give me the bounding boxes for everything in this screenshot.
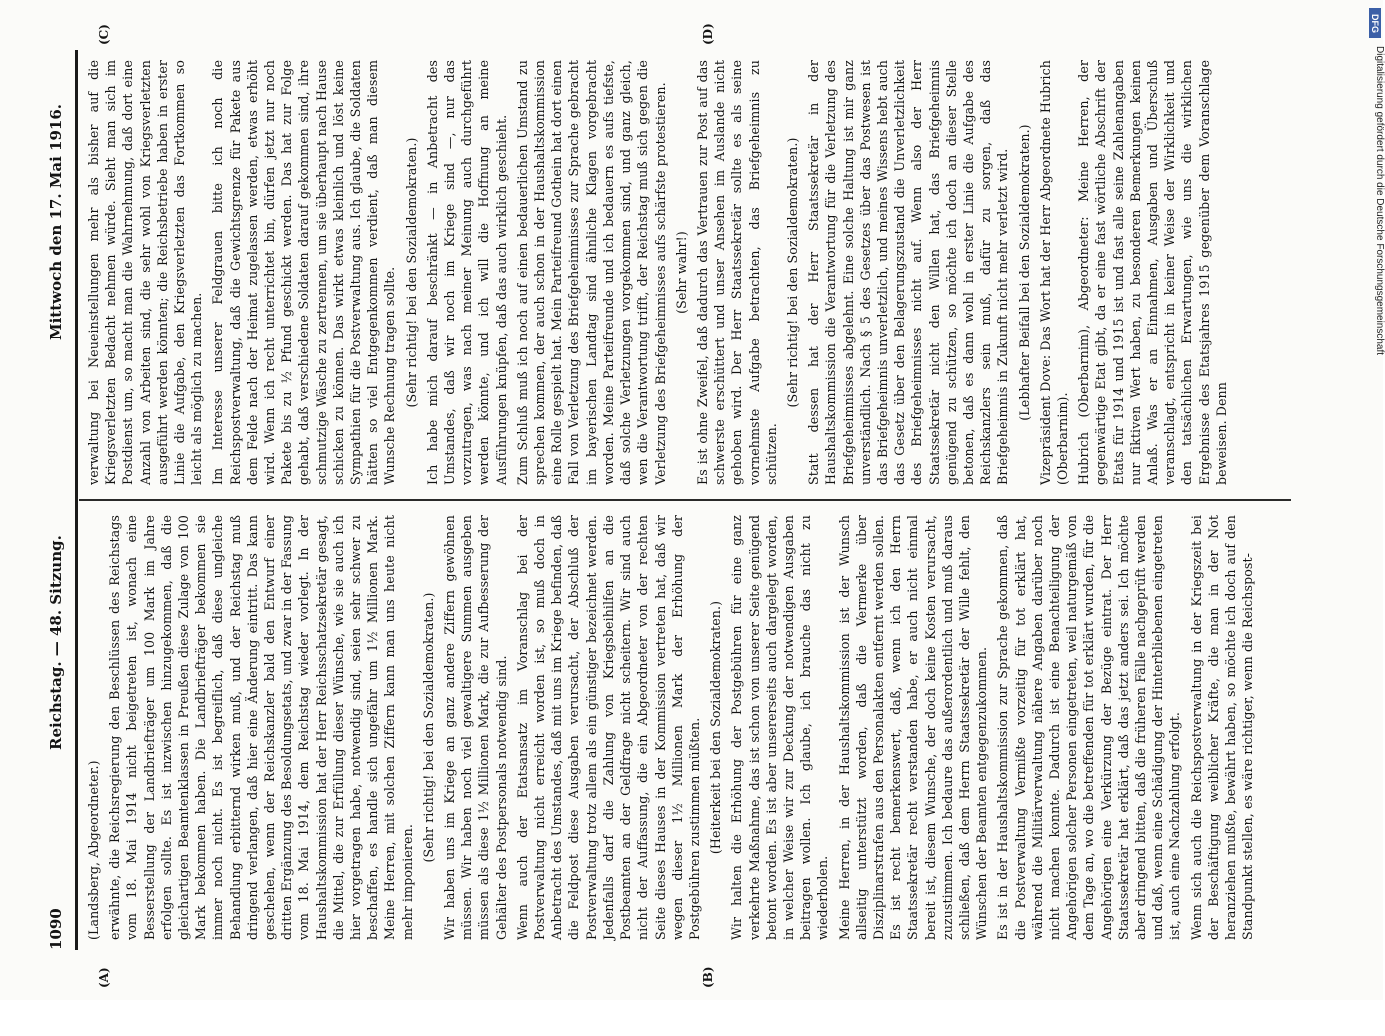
digitization-footnote <box>1373 6 1385 996</box>
paragraph: Wenn auch der Etatsansatz im Voranschlag bei der Postverwaltung nicht erreicht worden ist, so muß doch in Anbetracht des Umstandes, daß mit uns im Kriege befinden, daß die Feldpost diese Ausgaben verursacht, der Abschluß der Postverwaltung trotz allem als ein günstiger bezeichnet werden. Jedenfalls darf die Zahlung von Kriegsbeihilfen an die Postbeamten an der Geldfrage nicht scheitern. Wir sind auch nicht der Auffassung, die ein Abgeordneter von der rechten Seite dieses Hauses in der Kommission vertreten hat, daß wir wegen dieser 1½ Millionen Mark der Erhöhung der Postgebühren zustimmen müßten. <box>514 515 702 940</box>
left-column <box>85 515 1295 940</box>
session-title: Reichstag. — 48. Sitzung. <box>47 535 65 750</box>
footnote-text: Digitalisierung gefördert durch die Deutsche Forschungsgemeinschaft <box>1374 46 1385 356</box>
paragraph: Wir halten die Erhöhung der Postgebühren für eine ganz verkehrte Maßnahme, das ist schon von unserer Seite genügend betont worden. Es ist aber unsererseits auch dargelegt worden, in welcher Weise wir zur Deckung der notwendigen Ausgaben beitragen wollen. Ich glaube, ich brauche das nicht zu wiederholen. <box>729 515 831 940</box>
paragraph: Ich habe mich darauf beschränkt — in Anbetracht des Umstandes, daß wir noch im Kriege sind —, nur das vorzutragen, was nach meiner Meinung auch durchgeführt werden könnte, und ich will die Hoffnung an meine Ausführungen knüpfen, daß das auch wirklich geschieht. <box>424 60 509 485</box>
paragraph: (Lebhafter Beifall bei den Sozialdemokraten.) <box>1016 124 1032 421</box>
margin-marker-c: (C) <box>97 24 111 45</box>
paragraph: (Sehr richtig! bei den Sozialdemokraten.) <box>784 137 800 408</box>
paragraph: Wenn sich auch die Reichspostverwaltung in der Kriegszeit bei der Beschäftigung weiblicher Kräfte, die man in der Not heranziehen mußte, bewährt haben, so möchte ich doch auf den Standpunkt stellen, es wäre richtiger, wenn die Reichspost- <box>1188 515 1256 940</box>
paragraph: (Landsberg, Abgeordneter.) <box>86 760 101 940</box>
paragraph: Vizepräsident Dove: Das Wort hat der Herr Abgeordnete Hubrich (Oberbarnim). <box>1037 60 1070 485</box>
paragraph: Im Interesse unserer Feldgrauen bitte ich noch die Reichspostverwaltung, daß die Gewichtsgrenze für Pakete aus dem Felde nach der Heimat zugelassen werden, etwas erhöht wird. Wenn ich recht unterrichtet bin, dürfen jetzt nur noch Pakete bis zu ½ Pfund geschickt werden. Das hat zur Folge gehabt, daß verschiedene Soldaten darauf gekommen sind, ihre schmutzige Wäsche zu zertrennen, um sie überhaupt nach Hause schicken zu können. Das wirkt etwas kleinlich und löst keine Sympathien für die Postverwaltung aus. Ich glaube, die Soldaten hätten so viel Entgegenkommen verdient, daß man diesem Wunsche Rechnung tragen sollte. <box>210 60 398 485</box>
paragraph: verwaltung bei Neueinstellungen mehr als bisher auf die Kriegsverletzten Bedacht nehmen würde. Sieht man sich im Postdienst um, so macht man die Wahrnehmung, daß dort eine Anzahl von Arbeiten sind, die sehr wohl von Kriegsverletzten ausgeführt werden könnten; die Reichsbetriebe haben in erster Linie die Aufgabe, den Kriegsverletzten das Fortkommen so leicht als möglich zu machen. <box>86 60 205 485</box>
paragraph: Statt dessen hat der Herr Staatssekretär in der Haushaltskommission die Verantwortung für die Verletzung des Briefgeheimnisses abgelehnt. Eine solche Haltung ist mir ganz unverständlich. Nach § 5 des Gesetzes über das Postwesen ist das Briefgeheimnis unverletzlich, und meines Wissens hebt auch das Gesetz über den Belagerungszustand die Unverletzlichkeit des Briefgeheimnisses nicht auf. Wenn also der Herr Staatssekretär nicht den Willen hat, das Briefgeheimnis genügend zu schützen, so möchte ich doch an dieser Stelle betonen, daß es dann wohl in erster Linie die Aufgabe des Reichskanzlers sein muß, dafür zu sorgen, daß das Briefgeheimnis in Zukunft nicht mehr verletzt wird. <box>806 60 1011 485</box>
page-header <box>45 50 69 950</box>
dfg-logo: DFG <box>1369 8 1381 38</box>
paragraph: (Sehr richtig! bei den Sozialdemokraten.) <box>403 137 419 408</box>
paragraph: (Sehr richtig! bei den Sozialdemokraten.) <box>420 592 436 863</box>
paragraph: Meine Herren, in der Haushaltskommission ist der Wunsch allseitig unterstützt worden, daß die Vermerke über Disziplinarstrafen aus den Personalakten entfernt werden sollen. Es ist recht bemerkenswert, daß, wenn ich den Herrn Staatssekretär recht verstanden habe, er auch nicht einmal bereit ist, diesem Wunsche, der doch keine Kosten verursacht, zuzustimmen. Ich bedaure das außerordentlich und muß daraus schließen, daß dem Herrn Staatssekretär der Wille fehlt, den Wünschen der Beamten entgegenzukommen. <box>836 515 990 940</box>
margin-marker-d: (D) <box>701 23 715 45</box>
right-column <box>85 60 1295 485</box>
header-rule <box>75 50 78 950</box>
paragraph: Es ist in der Haushaltskommission zur Sprache gekommen, daß die Postverwaltung Vermißte vorzeitig für tot erklärt hat, während die Militärverwaltung nähere Angaben darüber noch nicht machen konnte. Dadurch ist eine Benachteiligung der Angehörigen solcher Personen eingetreten, weil naturgemäß von dem Tage an, wo die betreffenden für tot erklärt wurden, für die Angehörigen eine Verkürzung der Bezüge eintrat. Der Herr Staatssekretär hat erklärt, daß das jetzt anders sei. Ich möchte aber dringend bitten, daß die früheren Fälle nachgeprüft werden und daß, wenn eine Schädigung der Hinterbliebenen eingetreten ist, auch eine Nachzahlung erfolgt. <box>995 515 1183 940</box>
rotated-page-content <box>45 23 1305 988</box>
paragraph: Hubrich (Oberbarnim), Abgeordneter: Meine Herren, der gegenwärtige Etat gibt, da er eine fast wörtliche Abschrift der Etats für 1914 und 1915 ist und fast alle seine Zahlenangaben nur fiktiven Wert haben, zu besonderen Bemerkungen keinen Anlaß. Was er an Einnahmen, Ausgaben und Überschuß veranschlagt, entspricht in keiner Weise der Wirklichkeit und den tatsächlichen Erwartungen, wie uns die wirklichen Ergebnisse des Etatsjahres 1915 gegenüber dem Voranschlage beweisen. Denn <box>1076 60 1229 485</box>
session-date: Mittwoch den 17. Mai 1916. <box>47 103 65 340</box>
paragraph: erwähnte, die Reichsregierung den Beschlüssen des Reichstags vom 18. Mai 1914 nicht beigetreten ist, wonach eine Besserstellung der Landbriefträger um 100 Mark im Jahre erfolgen sollte. Es ist inzwischen hinzugekommen, daß die gleichartigen Beamtenklassen in Preußen diese Zulage von 100 Mark bekommen haben. Die Landbriefträger bekommen sie immer noch nicht. Es ist begreiflich, daß diese ungleiche Behandlung erbitternd wirken muß, und der Reichstag muß dringend verlangen, daß hier eine Änderung eintritt. Das kann geschehen, wenn der Reichskanzler bald den Entwurf einer dritten Ergänzung des Besoldungsetats, und zwar in der Fassung vom 18. Mai 1914, dem Reichstag wieder vorlegt. In der Haushaltskommission hat der Herr Reichsschatzsekretär gesagt, die Mittel, die zur Erfüllung dieser Wünsche, wie sie auch ich hier vorgetragen habe, notwendig sind, seien sehr schwer zu beschaffen, es handle sich ungefähr um 1½ Millionen Mark. Meine Herren, mit solchen Ziffern kann man uns heute nicht mehr imponieren. <box>107 515 415 940</box>
column-divider <box>79 499 1291 501</box>
margin-marker-a: (A) <box>97 967 111 988</box>
paragraph: Wir haben uns im Kriege an ganz andere Ziffern gewöhnen müssen. Wir haben noch viel gewaltigere Summen ausgeben müssen als diese 1½ Millionen Mark, die zur Aufbesserung der Gehälter des Postpersonals notwendig sind. <box>442 515 509 940</box>
paragraph: (Sehr wahr!) <box>673 231 689 314</box>
page-number: 1090 <box>47 908 65 950</box>
paragraph: Es ist ohne Zweifel, daß dadurch das Vertrauen zur Post auf das schwerste erschüttert und unser Ansehen im Auslande nicht gehoben wird. Der Herr Staatssekretär sollte es als seine vornehmste Aufgabe betrachten, das Briefgeheimnis zu schützen. <box>694 60 779 485</box>
paragraph: (Heiterkeit bei den Sozialdemokraten.) <box>708 600 724 855</box>
margin-marker-b: (B) <box>701 966 715 988</box>
paragraph: Zum Schluß muß ich noch auf einen bedauerlichen Umstand zu sprechen kommen, der auch schon in der Haushaltskommission eine Rolle gespielt hat. Mein Parteifreund Gothein hat dort einen Fall von Verletzung des Briefgeheimnisses zur Sprache gebracht im bayerischen Landtag sind ähnliche Klagen vorgebracht worden. Meine Parteifreunde und ich bedauern es aufs tiefste, daß solche Verletzungen vorgekommen sind, und ganz gleich, wen die Verantwortung trifft, der Reichstag muß sich gegen die Verletzung des Briefgeheimnisses aufs schärfste protestieren. <box>514 60 668 485</box>
